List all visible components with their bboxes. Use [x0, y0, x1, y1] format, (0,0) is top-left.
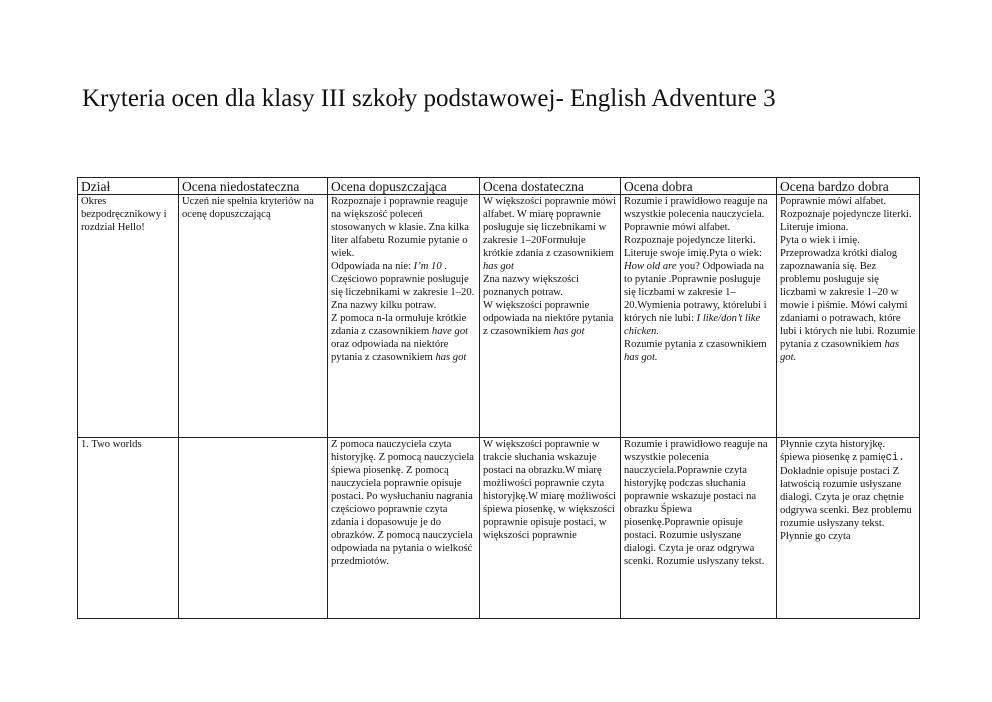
criteria-table	[77, 177, 920, 619]
cell-text: Rozumie pytania z czasownikiem has got.	[624, 339, 767, 363]
cell-niedostateczna: Uczeń nie spełnia kryteriów na ocenę dopuszczającą	[179, 195, 328, 438]
cell-text: Z pomoca n-la ormułuje krótkie zdania z czasownikiem have got oraz odpowiada na niektóre pytania z czasownikiem has got	[331, 313, 469, 363]
cell-text: Płynnie czyta historyjkę. śpiewa piosenkę z pamięci. Dokładnie opisuje postaci Z łatwością rozumie usłyszane dialogi. Czyta je oraz chętnie odgrywa scenki. Bez problemu rozumie usłyszany tekst. Płynnie go czyta	[780, 439, 912, 542]
table-row	[78, 438, 920, 619]
cell-dostateczna	[480, 195, 621, 438]
cell-text: Poprawnie mówi alfabet. Rozpoznaje pojedyncze literki. Literuje imiona.	[780, 196, 912, 233]
cell-text: Częściowo poprawnie posługuje się liczebnikami w zakresie 1–20. Zna nazwy kilku potraw.	[331, 274, 475, 311]
cell-text: Rozumie i prawidłowo reaguje na wszystkie polecenia nauczyciela. Poprawnie mówi alfabet. Rozpoznaje pojedyncze literki. Literuje swoje imię.Pyta o wiek: How old are you? Odpowiada na to pytanie .Poprawnie posługuje się liczbami w zakresie 1–20.Wymienia potrawy, którelubi i których nie lubi: I like/don’t like chicken.	[624, 196, 768, 337]
cell-niedostateczna	[179, 438, 328, 619]
cell-dobra	[621, 195, 777, 438]
table-row	[78, 195, 920, 438]
cell-dopuszczajaca: Z pomoca nauczyciela czyta historyjkę. Z pomocą nauczyciela śpiewa piosenkę. Z pomocą nauczyciela poprawnie opisuje postaci. Po wysłuchaniu nagrania częściowo poprawnie czyta zdania i dopasowuje je do obrazków. Z pomocą nauczyciela odpowiada na pytania o wielkość przedmiotów.	[328, 438, 480, 619]
header-dostateczna: Ocena dostateczna	[480, 178, 621, 195]
header-dopuszczajaca: Ocena dopuszczająca	[328, 178, 480, 195]
cell-text: Odpowiada na nie: I’m 10 .	[331, 261, 447, 272]
cell-dostateczna: W większości poprawnie w trakcie słuchania wskazuje postaci na obrazku.W miarę możliwości poprawnie czyta historyjkę.W miarę możliwości śpiewa piosenkę, w większości poprawnie opisuje postaci, w większości poprawnie	[480, 438, 621, 619]
table-header-row	[78, 178, 920, 195]
cell-dzial: Okres bezpodręcznikowy i rozdział Hello!	[78, 195, 179, 438]
cell-bardzo-dobra	[777, 438, 920, 619]
header-dobra: Ocena dobra	[621, 178, 777, 195]
cell-dopuszczajaca	[328, 195, 480, 438]
cell-text: Pyta o wiek i imię. Przeprowadza krótki dialog zapoznawania się. Bez problemu posługuje się liczbami w zakresie 1–20 w mowie i piśmie. Mówi całymi zdaniami o potrawach, które lubi i których nie lubi. Rozumie pytania z czasownikiem has got.	[780, 235, 916, 363]
cell-text: W większości poprawnie odpowiada na niektóre pytania z czasownikiem has got	[483, 300, 614, 337]
page-title: Kryteria ocen dla klasy III szkoły podstawowej- English Adventure 3	[82, 85, 776, 112]
header-dzial: Dział	[78, 178, 179, 195]
cell-dzial: 1. Two worlds	[78, 438, 179, 619]
cell-dobra: Rozumie i prawidłowo reaguje na wszystkie polecenia nauczyciela.Poprawnie czyta historyjkę podczas słuchania poprawnie wskazuje postaci na obrazku Śpiewa piosenkę.Poprawnie opisuje postaci. Rozumie usłyszane dialogi. Czyta je oraz odgrywa scenki. Rozumie usłyszany tekst.	[621, 438, 777, 619]
header-niedostateczna: Ocena niedostateczna	[179, 178, 328, 195]
cell-text: Rozpoznaje i poprawnie reaguje na większość poleceń stosowanych w klasie. Zna kilka liter alfabetu Rozumie pytanie o wiek.	[331, 196, 469, 259]
cell-bardzo-dobra	[777, 195, 920, 438]
header-bardzo-dobra: Ocena bardzo dobra	[777, 178, 920, 195]
cell-text: Zna nazwy większości poznanych potraw.	[483, 274, 579, 298]
cell-text: W większości poprawnie mówi alfabet. W miarę poprawnie posługuje się liczebnikami w zakresie 1–20Formułuje krótkie zdania z czasownikiem has got	[483, 196, 617, 272]
